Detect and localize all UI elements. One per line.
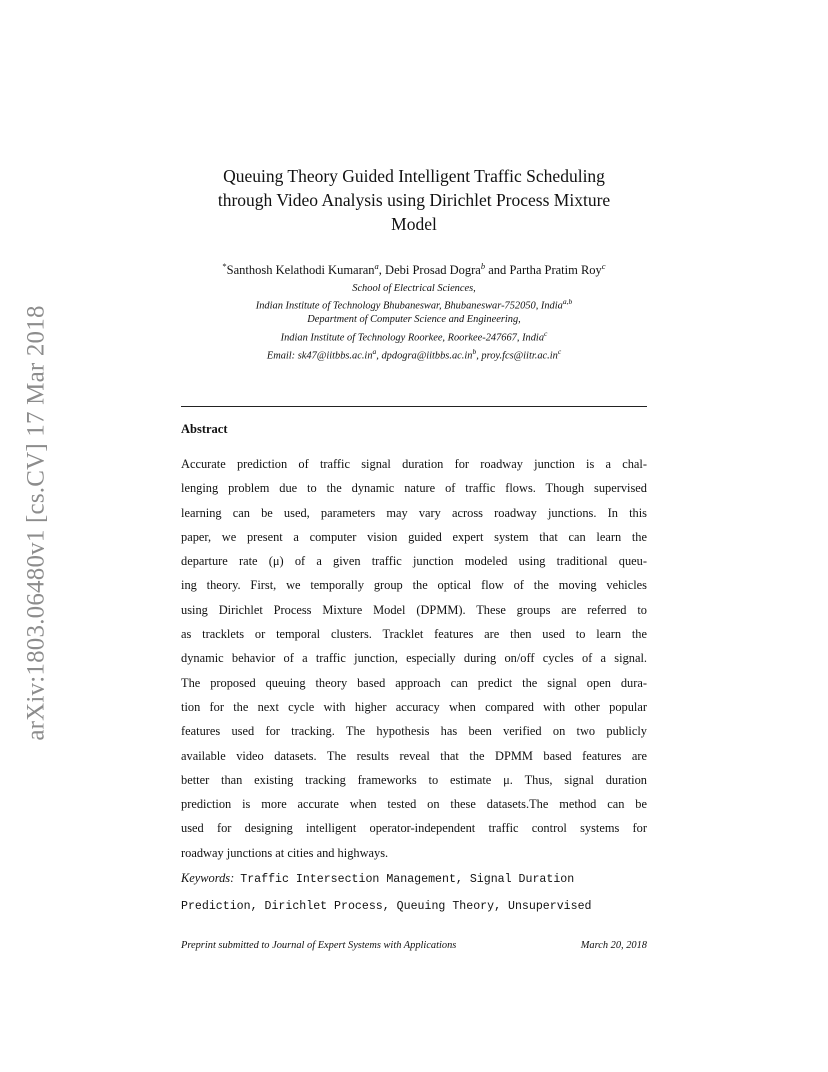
- affiliation-line-3: Department of Computer Science and Engineering,: [307, 314, 521, 326]
- abstract-line: departure rate (μ) of a given traffic junction modeled using traditional queu-: [181, 554, 647, 569]
- keywords-text-2: Prediction, Dirichlet Process, Queuing Theory, Unsupervised: [181, 899, 592, 913]
- keywords-text-1: Traffic Intersection Management, Signal Duration: [240, 873, 575, 886]
- corresponding-mark: *: [222, 261, 227, 271]
- abstract-line: better than existing tracking frameworks to estimate μ. Thus, signal duration: [181, 772, 647, 787]
- abstract-line: features used for tracking. The hypothesis has been verified on two publicly: [181, 724, 647, 739]
- abstract-heading: Abstract: [181, 422, 228, 436]
- author-1-affil: a: [374, 261, 379, 271]
- author-separator: and: [485, 263, 510, 278]
- abstract-line: available video datasets. The results reveal that the DPMM based features are: [181, 748, 647, 763]
- abstract-line: learning can be used, parameters may vary across roadway junctions. In this: [181, 505, 647, 520]
- footer-date: March 20, 2018: [580, 940, 647, 951]
- arxiv-identifier-text: arXiv:1803.06480v1 [cs.CV] 17 Mar 2018: [23, 305, 51, 741]
- abstract-body: [181, 452, 647, 865]
- author-3: Partha Pratim Roy: [509, 263, 602, 278]
- abstract-line: prediction is more accurate when tested on these datasets.The method can be: [181, 797, 647, 812]
- title-line-2: through Video Analysis using Dirichlet Process Mixture: [217, 190, 611, 210]
- author-3-affil: c: [601, 261, 606, 271]
- arxiv-identifier: [17, 284, 57, 762]
- title-line-3: Model: [391, 214, 437, 234]
- author-2-affil: b: [480, 261, 486, 271]
- abstract-line: dynamic behavior of a traffic junction, especially during on/off cycles of a signal.: [181, 651, 647, 666]
- abstract-divider: [181, 406, 647, 407]
- affiliation-line-2-mark: a,b: [562, 297, 573, 307]
- keywords-line-2: [181, 893, 647, 920]
- abstract-line: Accurate prediction of traffic signal duration for roadway junction is a chal-: [181, 457, 647, 471]
- abstract-line: The proposed queuing theory based approach can predict the signal open dura-: [181, 675, 647, 690]
- abstract-line: roadway junctions at cities and highways.: [181, 845, 389, 860]
- affiliation-line-2-text: Indian Institute of Technology Bhubaneswar, Bhubaneswar-752050, India: [255, 300, 563, 312]
- email-1[interactable]: sk47@iitbbs.ac.in: [297, 350, 373, 362]
- abstract-line: using Dirichlet Process Mixture Model (DPMM). These groups are referred to: [181, 602, 647, 617]
- paper-title: [172, 164, 656, 236]
- email-2[interactable]: , dpdogra@iitbbs.ac.in: [376, 350, 473, 362]
- keywords-block: [181, 866, 647, 919]
- affiliations: [150, 282, 678, 362]
- abstract-line: as tracklets or temporal clusters. Tracklet features are then used to learn the: [181, 627, 647, 642]
- author-list: [150, 258, 678, 278]
- abstract-line: used for designing intelligent operator-independent traffic control systems for: [181, 821, 647, 836]
- email-label: Email:: [266, 350, 298, 362]
- keywords-label: Keywords:: [181, 871, 235, 885]
- affiliation-line-2: [150, 295, 678, 313]
- title-line-1: Queuing Theory Guided Intelligent Traffic Scheduling: [223, 166, 605, 186]
- page-footer: [181, 940, 647, 951]
- author-2: Debi Prosad Dogra: [385, 263, 481, 278]
- email-2-mark: b: [472, 346, 477, 356]
- email-3-mark: c: [557, 346, 562, 356]
- abstract-line: ing theory. First, we temporally group the optical flow of the moving vehicles: [181, 578, 647, 593]
- affiliation-line-4-mark: c: [544, 328, 548, 338]
- abstract-line: paper, we present a computer vision guided expert system that can learn the: [181, 529, 647, 544]
- email-line: [150, 345, 678, 363]
- affiliation-line-1: School of Electrical Sciences,: [352, 283, 476, 294]
- email-3[interactable]: , proy.fcs@iitr.ac.in: [476, 350, 558, 362]
- affiliation-line-4: [150, 327, 678, 345]
- preprint-note: Preprint submitted to Journal of Expert Systems with Applications: [181, 940, 457, 951]
- keywords-line-1: [181, 866, 647, 893]
- email-1-mark: a: [372, 346, 377, 356]
- affiliation-line-4-text: Indian Institute of Technology Roorkee, Roorkee-247667, India: [280, 332, 545, 344]
- abstract-line: tion for the next cycle with higher accuracy when compared with other popular: [181, 699, 647, 714]
- author-separator: ,: [378, 263, 386, 278]
- author-1: Santhosh Kelathodi Kumaran: [226, 263, 375, 278]
- abstract-line: lenging problem due to the dynamic nature of traffic flows. Though supervised: [181, 481, 647, 496]
